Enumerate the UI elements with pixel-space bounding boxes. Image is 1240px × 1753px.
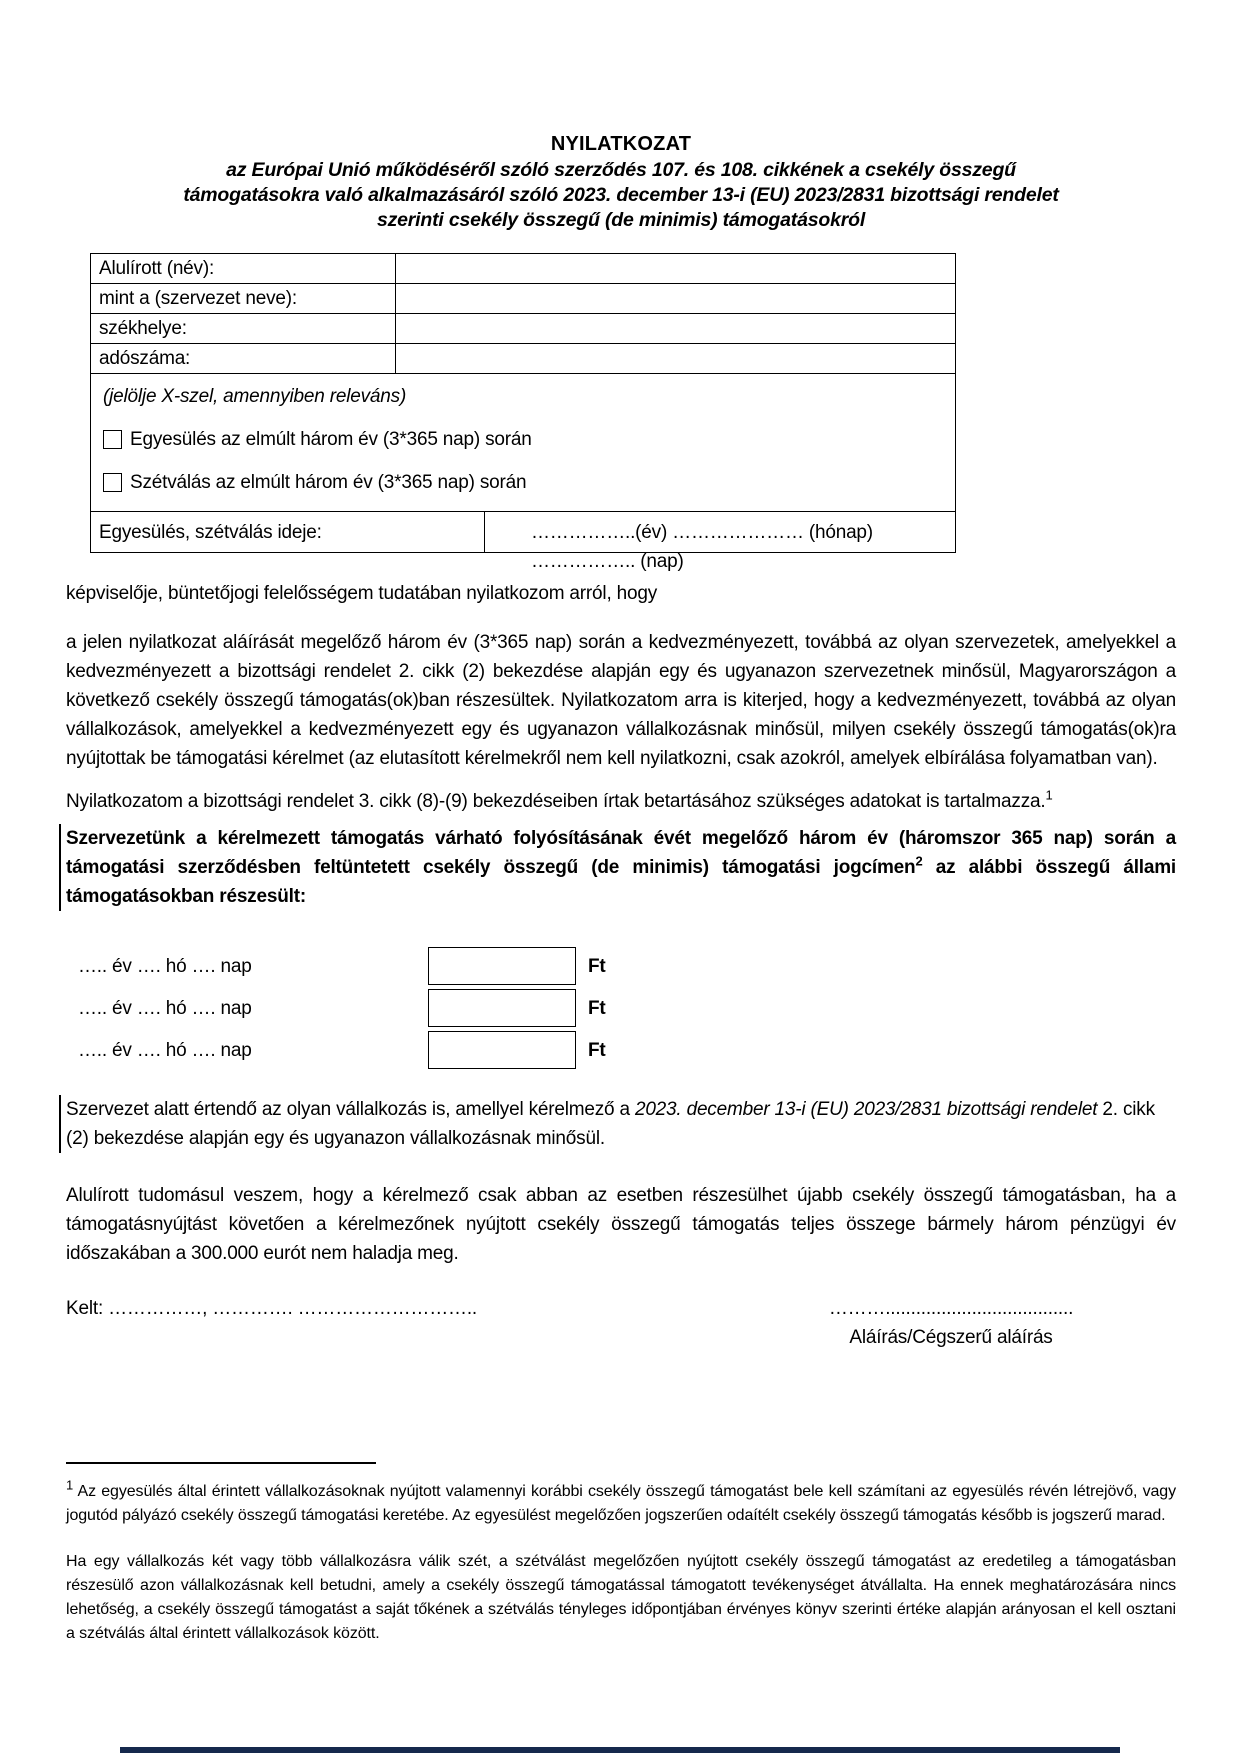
- merger-date-label: Egyesülés, szétválás ideje:: [91, 512, 485, 552]
- footnote-2: Ha egy vállalkozás két vagy több vállalkozásra válik szét, a szétválást megelőzően nyújtott csekély összegű támogatást az eredetileg a támogatásban részesülő azon vállalkozásnak kell betudni, amely a csekély összegű támogatással támogatott tevékenységet átvállalta. Ha ennek meghatározására nincs lehetőség, a csekély összegű támogatást a saját tőkének a szétválás tényleges időpontjában érvényes könyv szerinti értéke alapján arányosan el kell osztani a szétválás által érintett vállalkozások között.: [66, 1553, 1176, 1642]
- paragraph-declaration-scope: a jelen nyilatkozat aláírását megelőző három év (3*365 nap) során a kedvezményezett, továbbá az olyan szervezetek, amelyekkel a kedvezményezett a bizottsági rendelet 2. cikk (2) bekezdése alapján egy és ugyanazon szervezetnek minősül, Magyarországon a következő csekély összegű támogatás(ok)ban részesültek. Nyilatkozatom arra is kiterjed, hogy a kedvezményezett, továbbá az olyan vállalkozások, amelyekkel a kedvezményezett egy és ugyanazon vállalkozásnak minősül, milyen csekély összegű támogatás(ok)ra nyújtottak be támogatási kérelmet (az elutasított kérelmekről nem kell nyilatkozni, csak azokról, amelyek elbírálása folyamatban van).: [66, 632, 1176, 769]
- currency-label: Ft: [588, 1039, 606, 1061]
- amount-rows: [66, 945, 1176, 1071]
- paragraph-article3-text: Nyilatkozatom a bizottsági rendelet 3. cikk (8)-(9) bekezdéseiben írtak betartásához szükséges adatokat is tartalmazza.: [66, 791, 1046, 812]
- field-label-taxnumber: adószáma:: [91, 344, 396, 373]
- merger-date-row: [91, 512, 955, 572]
- paragraph-orgdef-regulation: 2023. december 13-i (EU) 2023/2831 bizottsági rendelet: [634, 1099, 1098, 1120]
- date-place-line[interactable]: Kelt: ……………, …………. ………………………..: [66, 1298, 477, 1319]
- checkbox-row-merger: [103, 425, 943, 454]
- demerger-checkbox[interactable]: [103, 473, 122, 492]
- footnote-separator: [66, 1462, 376, 1464]
- bottom-bar: [120, 1747, 1120, 1753]
- checkbox-section: [91, 374, 955, 512]
- paragraph-representative: képviselője, büntetőjogi felelősségem tudatában nyilatkozom arról, hogy: [66, 583, 657, 604]
- amount-date-label: ….. év …. hó …. nap: [78, 1039, 252, 1061]
- signature-block: [66, 1294, 1176, 1352]
- checkbox-note: (jelölje X-szel, amennyiben releváns): [103, 386, 407, 407]
- field-input-taxnumber[interactable]: [396, 344, 955, 373]
- table-row: [91, 284, 955, 314]
- signature-area: [786, 1294, 1116, 1352]
- footnote-1-number: 1: [66, 1477, 74, 1493]
- signature-label: Aláírás/Cégszerű aláírás: [849, 1327, 1053, 1348]
- declaration-form-table: [90, 253, 956, 572]
- footnote-1: [66, 1477, 1176, 1528]
- field-label-organization: mint a (szervezet neve):: [91, 284, 396, 313]
- footnote-1-text: Az egyesülés által érintett vállalkozásoknak nyújtott valamennyi korábbi csekély összegű támogatást bele kell számítani az egyesülés révén létrejövő, vagy jogutód pályázó csekély összegű támogatási keretébe. Az egyesülést megelőzően jogszerűen odaítélt csekély összegű támogatás később is jogszerű marad.: [66, 1483, 1176, 1524]
- paragraph-orgdef-text2: 2. cikk (2) bekezdése alapján egy és ugyanazon vállalkozásnak minősül.: [66, 1099, 1155, 1149]
- merger-checkbox-label: Egyesülés az elmúlt három év (3*365 nap) során: [130, 429, 532, 450]
- currency-label: Ft: [588, 997, 606, 1019]
- amount-row: [66, 1029, 1176, 1071]
- checkbox-row-demerger: [103, 468, 943, 497]
- paragraph-orgdef-text1: Szervezet alatt értendő az olyan vállalkozás is, amellyel kérelmező a: [66, 1099, 635, 1120]
- paragraph-support-text1: Szervezetünk a kérelmezett támogatás várható folyósításának évét megelőző három év (háromszor 365 nap) során a támogatási szerződésben feltüntetett csekély összegű (de minimis) támogatási jogcímen: [66, 828, 1176, 878]
- table-row: [91, 344, 955, 374]
- amount-input[interactable]: [428, 989, 576, 1027]
- table-row: [91, 254, 955, 284]
- field-label-name: Alulírott (név):: [91, 254, 396, 283]
- merger-checkbox[interactable]: [103, 430, 122, 449]
- document-subtitle: az Európai Unió működéséről szóló szerződés 107. és 108. cikkének a csekély összegű támogatásokra való alkalmazásáról szóló 2023. december 13-i (EU) 2023/2831 bizottsági rendelet szerinti csekély összegű (de minimis) támogatásokról: [183, 159, 1059, 231]
- title-block: [66, 132, 1176, 233]
- field-input-organization[interactable]: [396, 284, 955, 313]
- paragraph-support-text2: az alábbi összegű állami támogatásokban részesült:: [66, 857, 1176, 907]
- signature-line[interactable]: ……….....................................: [828, 1298, 1074, 1319]
- paragraph-acknowledgement: Alulírott tudomásul veszem, hogy a kérelmező csak abban az esetben részesülhet újabb csekély összegű támogatásban, ha a támogatásnyújtást követően a kérelmezőnek nyújtott csekély összegű támogatás teljes összege bármely három pénzügyi év időszakában a 300.000 eurót nem haladja meg.: [66, 1185, 1176, 1264]
- document-content: [66, 0, 1176, 1646]
- amount-input[interactable]: [428, 1031, 576, 1069]
- amount-row: [66, 945, 1176, 987]
- paragraph-organization-definition: [59, 1095, 1176, 1153]
- footnote-ref-2: 2: [915, 853, 923, 869]
- paragraph-article3: [66, 787, 1176, 816]
- amount-date-label: ….. év …. hó …. nap: [78, 997, 252, 1019]
- merger-date-input[interactable]: ……………..(év) ………………… (hónap) …………….. (nap): [531, 522, 873, 572]
- table-row: [91, 314, 955, 344]
- amount-row: [66, 987, 1176, 1029]
- paragraph-support-received: [59, 824, 1176, 911]
- amount-input[interactable]: [428, 947, 576, 985]
- field-input-seat[interactable]: [396, 314, 955, 343]
- field-input-name[interactable]: [396, 254, 955, 283]
- demerger-checkbox-label: Szétválás az elmúlt három év (3*365 nap) során: [130, 472, 527, 493]
- currency-label: Ft: [588, 955, 606, 977]
- amount-date-label: ….. év …. hó …. nap: [78, 955, 252, 977]
- field-label-seat: székhelye:: [91, 314, 396, 343]
- document-title: NYILATKOZAT: [550, 133, 692, 155]
- footnote-ref-1: 1: [1045, 787, 1053, 803]
